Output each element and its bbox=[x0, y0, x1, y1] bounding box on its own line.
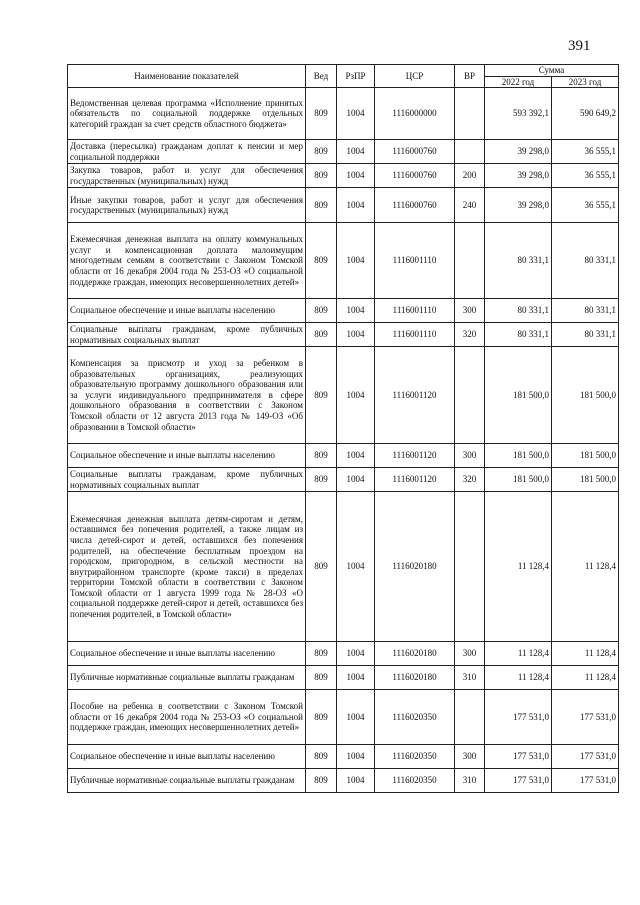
cell-name: Ежемесячная денежная выплата детям-сиротам и детям, оставшимся без попечения родителей, а также лицам из числа детей-сирот и детей, оставшихся без попечения родителей, на обеспечение бесплатным проездом на городском, пригородном, в сельской местности на внутрирайонном транспорте (кроме такси) в пределах территории Томской области в соответствии с Законом Томской области от 1 августа 1999 года № 28-ОЗ «О социальной поддержке детей-сирот и детей, оставшихся без попечения родителей, в Томской области» bbox=[68, 492, 306, 642]
cell-csr: 1116020180 bbox=[375, 666, 455, 690]
page-number: 391 bbox=[568, 38, 591, 54]
cell-sum-2022: 80 331,1 bbox=[485, 299, 552, 323]
table-row bbox=[68, 769, 619, 793]
cell-name: Компенсация за присмотр и уход за ребенком в образовательных организациях, реализующих образовательную программу дошкольного образования или за услуги индивидуального предпринимателя в сфере дошкольного образования в соответствии с Законом Томской области от 12 августа 2013 года № 149-ОЗ «Об образовании в Томской области» bbox=[68, 347, 306, 444]
table-row bbox=[68, 690, 619, 745]
cell-vr bbox=[455, 223, 485, 299]
header-sum: Сумма bbox=[485, 65, 619, 77]
cell-sum-2022: 181 500,0 bbox=[485, 468, 552, 492]
cell-sum-2023: 11 128,4 bbox=[552, 642, 619, 666]
cell-name: Публичные нормативные социальные выплаты гражданам bbox=[68, 769, 306, 793]
table-header bbox=[68, 65, 619, 88]
cell-ved: 809 bbox=[306, 88, 337, 140]
cell-ved: 809 bbox=[306, 769, 337, 793]
cell-ved: 809 bbox=[306, 347, 337, 444]
cell-ved: 809 bbox=[306, 642, 337, 666]
cell-name: Ведомственная целевая программа «Исполнение принятых обязательств по социальной поддержке отдельных категорий граждан за счет средств областного бюджета» bbox=[68, 88, 306, 140]
cell-vr: 240 bbox=[455, 188, 485, 223]
cell-vr: 310 bbox=[455, 769, 485, 793]
header-csr: ЦСР bbox=[375, 65, 455, 88]
cell-sum-2023: 36 555,1 bbox=[552, 188, 619, 223]
cell-sum-2023: 80 331,1 bbox=[552, 299, 619, 323]
cell-ved: 809 bbox=[306, 690, 337, 745]
cell-csr: 1116020180 bbox=[375, 492, 455, 642]
table-row bbox=[68, 323, 619, 347]
table-row bbox=[68, 745, 619, 769]
cell-ved: 809 bbox=[306, 666, 337, 690]
cell-rzpr: 1004 bbox=[337, 88, 375, 140]
cell-sum-2022: 177 531,0 bbox=[485, 745, 552, 769]
cell-rzpr: 1004 bbox=[337, 468, 375, 492]
cell-vr: 320 bbox=[455, 323, 485, 347]
cell-vr: 320 bbox=[455, 468, 485, 492]
cell-csr: 1116020350 bbox=[375, 769, 455, 793]
cell-vr: 200 bbox=[455, 164, 485, 188]
cell-ved: 809 bbox=[306, 745, 337, 769]
cell-vr: 300 bbox=[455, 642, 485, 666]
cell-sum-2023: 11 128,4 bbox=[552, 666, 619, 690]
cell-ved: 809 bbox=[306, 468, 337, 492]
cell-rzpr: 1004 bbox=[337, 299, 375, 323]
table-row bbox=[68, 468, 619, 492]
cell-sum-2023: 80 331,1 bbox=[552, 223, 619, 299]
cell-sum-2022: 11 128,4 bbox=[485, 666, 552, 690]
cell-name: Пособие на ребенка в соответствии с Законом Томской области от 16 декабря 2004 года № 253-ОЗ «О социальной поддержке граждан, имеющих несовершеннолетних детей» bbox=[68, 690, 306, 745]
header-name: Наименование показателей bbox=[68, 65, 306, 88]
cell-sum-2023: 80 331,1 bbox=[552, 323, 619, 347]
cell-csr: 1116001110 bbox=[375, 223, 455, 299]
cell-sum-2023: 590 649,2 bbox=[552, 88, 619, 140]
cell-ved: 809 bbox=[306, 188, 337, 223]
cell-csr: 1116001110 bbox=[375, 299, 455, 323]
cell-vr: 300 bbox=[455, 745, 485, 769]
cell-vr bbox=[455, 88, 485, 140]
cell-sum-2023: 177 531,0 bbox=[552, 690, 619, 745]
cell-csr: 1116000760 bbox=[375, 140, 455, 164]
cell-sum-2022: 80 331,1 bbox=[485, 323, 552, 347]
cell-vr bbox=[455, 690, 485, 745]
cell-rzpr: 1004 bbox=[337, 666, 375, 690]
cell-ved: 809 bbox=[306, 164, 337, 188]
cell-rzpr: 1004 bbox=[337, 745, 375, 769]
table-body bbox=[68, 88, 619, 793]
cell-sum-2022: 11 128,4 bbox=[485, 492, 552, 642]
cell-csr: 1116020180 bbox=[375, 642, 455, 666]
table-row bbox=[68, 88, 619, 140]
table-row bbox=[68, 444, 619, 468]
cell-rzpr: 1004 bbox=[337, 492, 375, 642]
cell-name: Социальное обеспечение и иные выплаты населению bbox=[68, 444, 306, 468]
cell-sum-2023: 181 500,0 bbox=[552, 468, 619, 492]
cell-rzpr: 1004 bbox=[337, 140, 375, 164]
cell-name: Социальные выплаты гражданам, кроме публичных нормативных социальных выплат bbox=[68, 323, 306, 347]
table-row bbox=[68, 299, 619, 323]
header-rzpr: РзПР bbox=[337, 65, 375, 88]
cell-sum-2023: 36 555,1 bbox=[552, 164, 619, 188]
cell-sum-2022: 181 500,0 bbox=[485, 347, 552, 444]
cell-name: Ежемесячная денежная выплата на оплату коммунальных услуг и компенсационная доплата малоимущим многодетным семьям в соответствии с Законом Томской области от 16 декабря 2004 года № 253-ОЗ «О социальной поддержке граждан, имеющих несовершеннолетних детей» bbox=[68, 223, 306, 299]
cell-vr bbox=[455, 492, 485, 642]
cell-name: Закупка товаров, работ и услуг для обеспечения государственных (муниципальных) нужд bbox=[68, 164, 306, 188]
cell-rzpr: 1004 bbox=[337, 769, 375, 793]
cell-sum-2022: 39 298,0 bbox=[485, 164, 552, 188]
cell-sum-2023: 177 531,0 bbox=[552, 769, 619, 793]
cell-ved: 809 bbox=[306, 223, 337, 299]
cell-csr: 1116020350 bbox=[375, 690, 455, 745]
cell-sum-2022: 593 392,1 bbox=[485, 88, 552, 140]
cell-sum-2023: 11 128,4 bbox=[552, 492, 619, 642]
cell-csr: 1116000760 bbox=[375, 164, 455, 188]
cell-rzpr: 1004 bbox=[337, 188, 375, 223]
cell-sum-2023: 181 500,0 bbox=[552, 347, 619, 444]
cell-vr: 310 bbox=[455, 666, 485, 690]
cell-sum-2022: 39 298,0 bbox=[485, 188, 552, 223]
cell-vr: 300 bbox=[455, 299, 485, 323]
cell-ved: 809 bbox=[306, 299, 337, 323]
cell-csr: 1116001110 bbox=[375, 323, 455, 347]
cell-csr: 1116001120 bbox=[375, 444, 455, 468]
cell-rzpr: 1004 bbox=[337, 223, 375, 299]
cell-csr: 1116000760 bbox=[375, 188, 455, 223]
table-row bbox=[68, 223, 619, 299]
cell-sum-2022: 181 500,0 bbox=[485, 444, 552, 468]
header-year-2022: 2022 год bbox=[485, 76, 552, 88]
table-row bbox=[68, 666, 619, 690]
budget-table bbox=[67, 64, 619, 793]
table-row bbox=[68, 492, 619, 642]
cell-rzpr: 1004 bbox=[337, 164, 375, 188]
cell-ved: 809 bbox=[306, 492, 337, 642]
cell-rzpr: 1004 bbox=[337, 347, 375, 444]
cell-name: Иные закупки товаров, работ и услуг для обеспечения государственных (муниципальных) нужд bbox=[68, 188, 306, 223]
cell-name: Доставка (пересылка) гражданам доплат к пенсии и мер социальной поддержки bbox=[68, 140, 306, 164]
header-year-2023: 2023 год bbox=[552, 76, 619, 88]
cell-rzpr: 1004 bbox=[337, 642, 375, 666]
cell-name: Социальное обеспечение и иные выплаты населению bbox=[68, 642, 306, 666]
table-row bbox=[68, 140, 619, 164]
cell-sum-2022: 177 531,0 bbox=[485, 690, 552, 745]
cell-vr bbox=[455, 347, 485, 444]
cell-ved: 809 bbox=[306, 323, 337, 347]
table-row bbox=[68, 347, 619, 444]
cell-csr: 1116001120 bbox=[375, 347, 455, 444]
cell-sum-2022: 80 331,1 bbox=[485, 223, 552, 299]
table-row bbox=[68, 642, 619, 666]
table-row bbox=[68, 164, 619, 188]
cell-sum-2022: 11 128,4 bbox=[485, 642, 552, 666]
cell-ved: 809 bbox=[306, 444, 337, 468]
cell-name: Публичные нормативные социальные выплаты гражданам bbox=[68, 666, 306, 690]
cell-name: Социальные выплаты гражданам, кроме публичных нормативных социальных выплат bbox=[68, 468, 306, 492]
cell-name: Социальное обеспечение и иные выплаты населению bbox=[68, 299, 306, 323]
cell-vr: 300 bbox=[455, 444, 485, 468]
table-row bbox=[68, 188, 619, 223]
cell-ved: 809 bbox=[306, 140, 337, 164]
cell-vr bbox=[455, 140, 485, 164]
header-vr: ВР bbox=[455, 65, 485, 88]
cell-csr: 1116020350 bbox=[375, 745, 455, 769]
cell-csr: 1116001120 bbox=[375, 468, 455, 492]
cell-csr: 1116000000 bbox=[375, 88, 455, 140]
cell-rzpr: 1004 bbox=[337, 323, 375, 347]
cell-rzpr: 1004 bbox=[337, 690, 375, 745]
cell-sum-2023: 177 531,0 bbox=[552, 745, 619, 769]
cell-rzpr: 1004 bbox=[337, 444, 375, 468]
cell-name: Социальное обеспечение и иные выплаты населению bbox=[68, 745, 306, 769]
header-ved: Вед bbox=[306, 65, 337, 88]
cell-sum-2022: 39 298,0 bbox=[485, 140, 552, 164]
cell-sum-2023: 181 500,0 bbox=[552, 444, 619, 468]
cell-sum-2022: 177 531,0 bbox=[485, 769, 552, 793]
cell-sum-2023: 36 555,1 bbox=[552, 140, 619, 164]
